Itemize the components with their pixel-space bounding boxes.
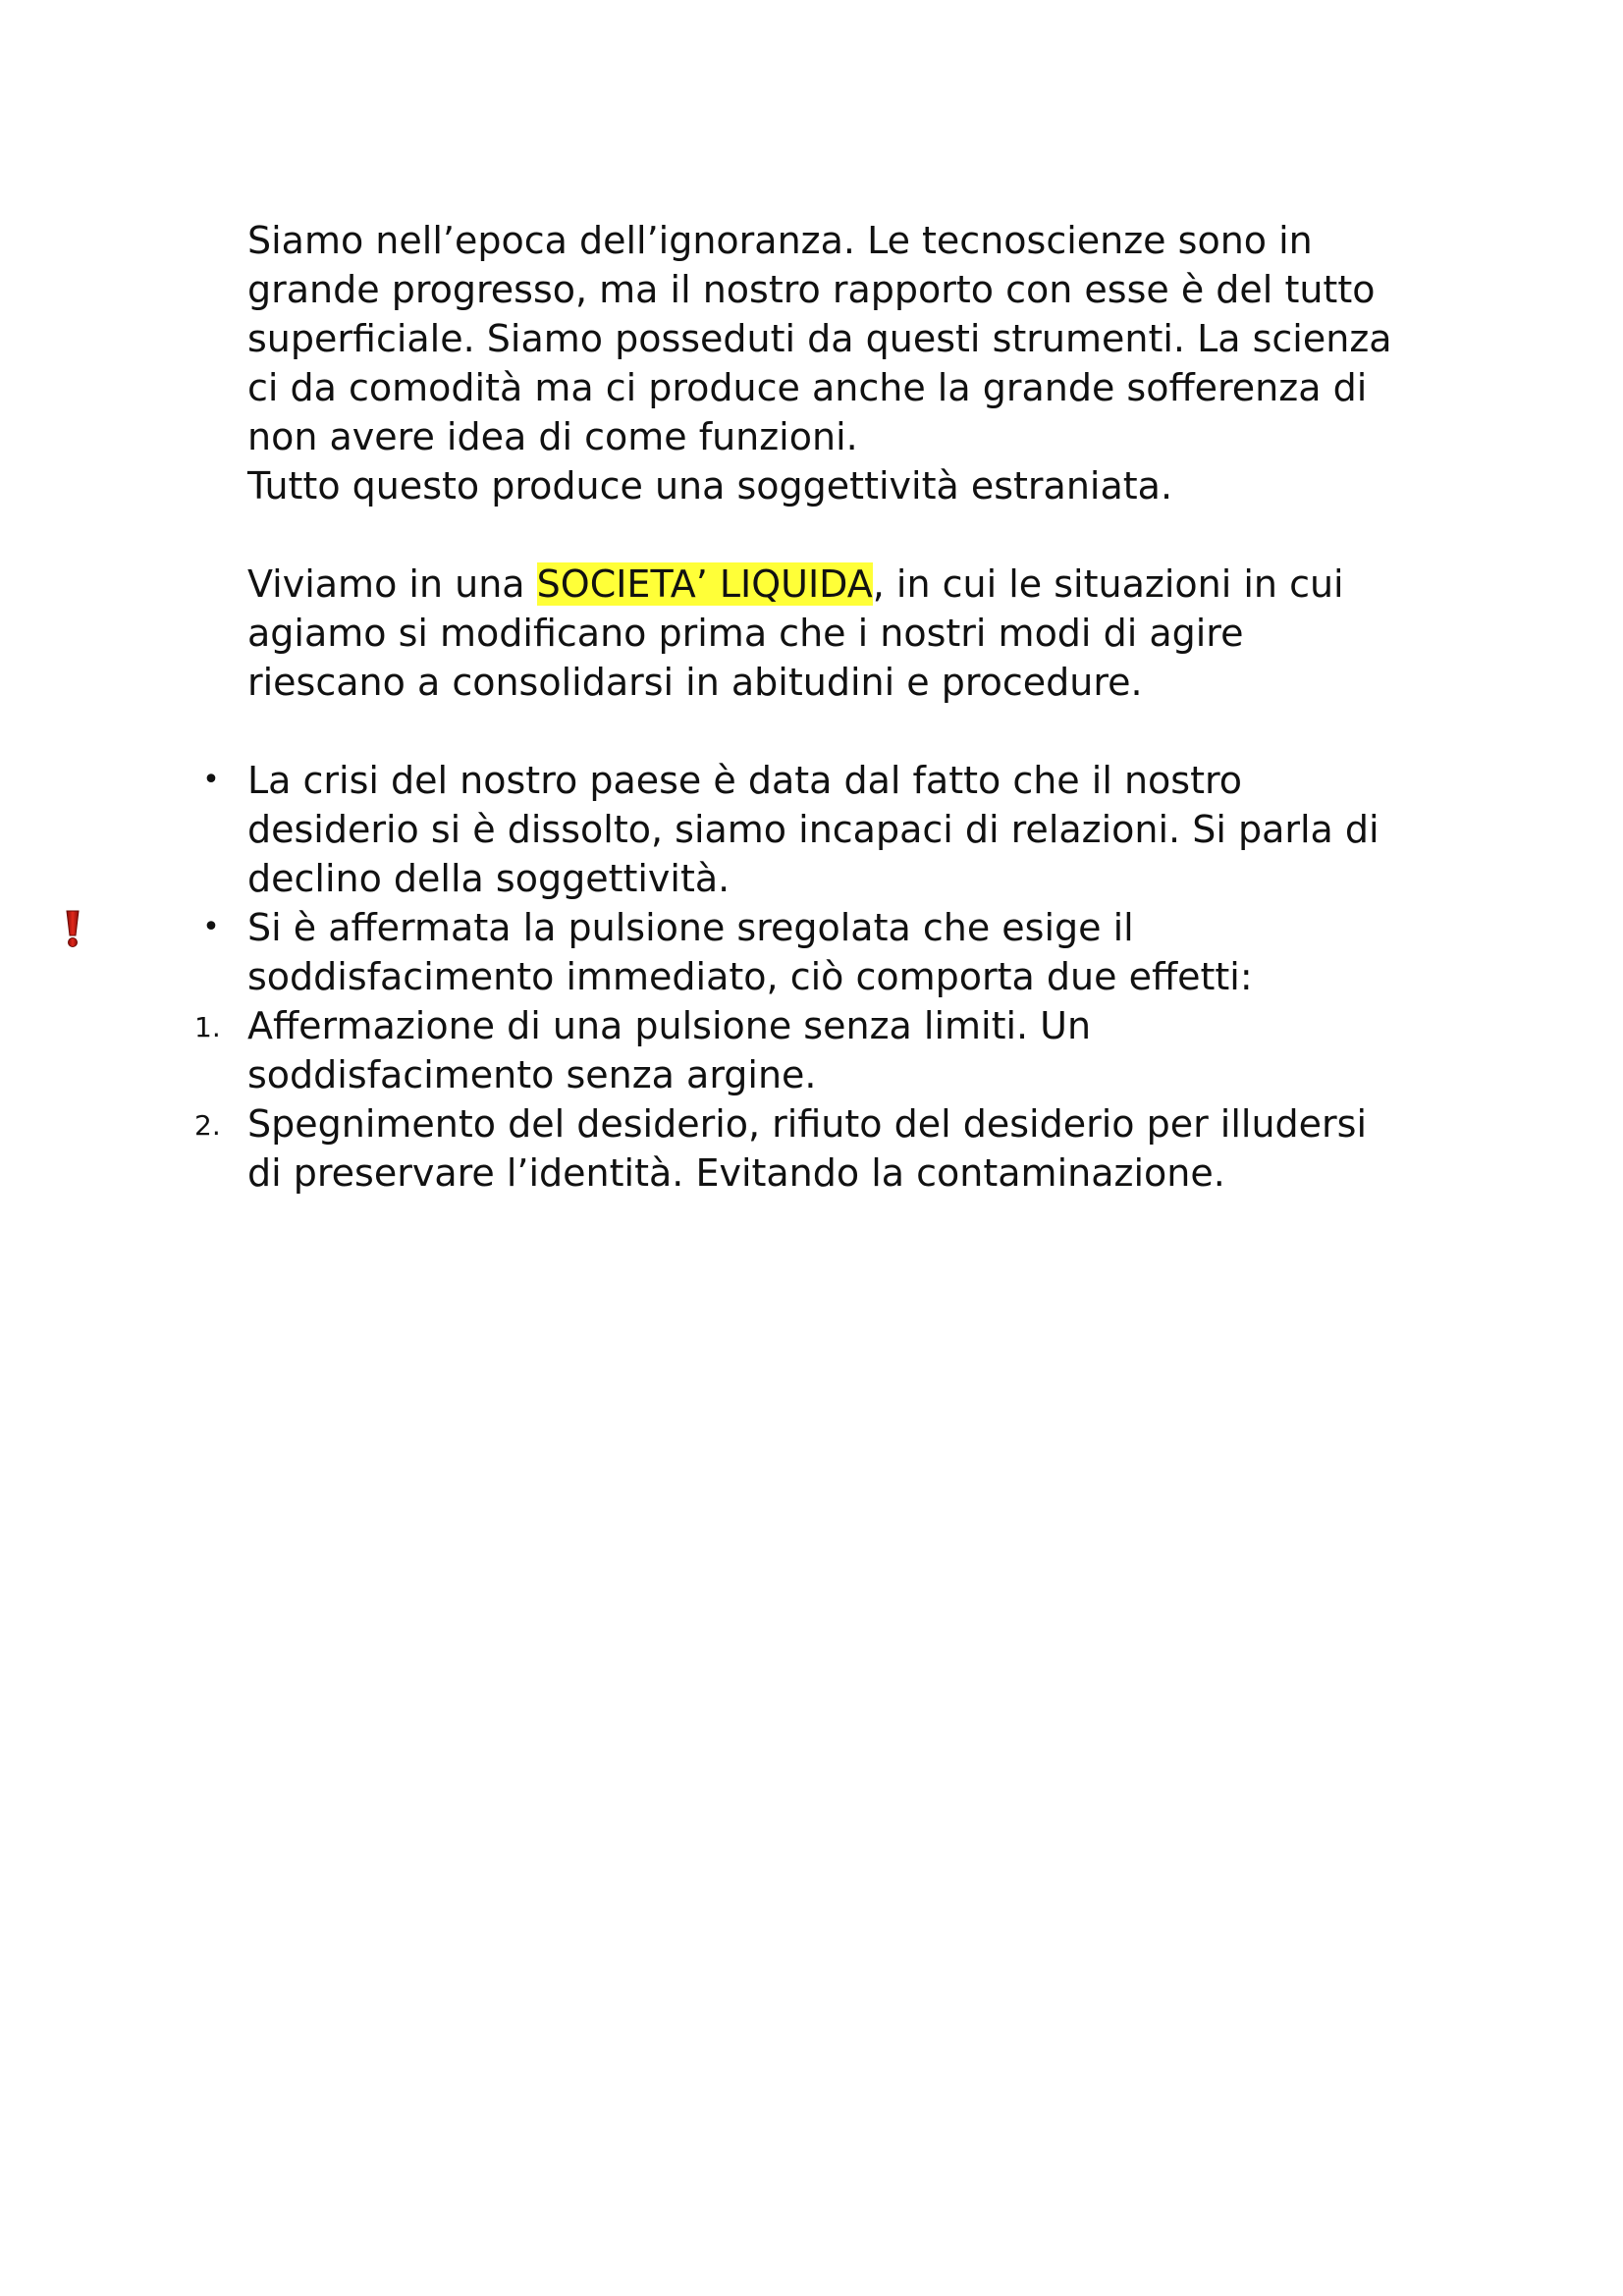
text-line: non avere idea di come funzioni. [247, 415, 858, 458]
text-line: Affermazione di una pulsione senza limiti. Un [247, 1004, 1092, 1047]
text-line: agiamo si modificano prima che i nostri modi di agire [247, 612, 1244, 655]
text-line: superficiale. Siamo posseduti da questi strumenti. La scienza [247, 317, 1392, 360]
paragraph-spacer [247, 707, 1445, 756]
bullet-item [202, 903, 1445, 1001]
text-line: La crisi del nostro paese è data dal fatto che il nostro [247, 759, 1243, 802]
text-line: di preservare l’identità. Evitando la contaminazione. [247, 1151, 1225, 1195]
text-line: riescano a consolidarsi in abitudini e procedure. [247, 661, 1143, 704]
text-line: declino della soggettività. [247, 857, 730, 900]
exclamation-icon[interactable] [63, 909, 82, 948]
text-fragment: Viviamo in una [247, 562, 537, 606]
text-line: desiderio si è dissolto, siamo incapaci di relazioni. Si parla di [247, 808, 1380, 851]
paragraph-spacer [247, 510, 1445, 560]
text-line: soddisfacimento immediato, ciò comporta due effetti: [247, 955, 1253, 998]
number-marker: 2. [194, 1109, 221, 1142]
bullet-item [202, 756, 1445, 903]
society-paragraph [247, 560, 1445, 707]
numbered-item [194, 1001, 1445, 1099]
text-line: grande progresso, ma il nostro rapporto con esse è del tutto [247, 268, 1376, 311]
highlighted-term: SOCIETA’ LIQUIDA [536, 562, 873, 606]
bullet-marker: • [202, 763, 220, 797]
text-line: soddisfacimento senza argine. [247, 1053, 817, 1096]
text-line: Si è affermata la pulsione sregolata che esige il [247, 906, 1134, 949]
text-line: ci da comodità ma ci produce anche la grande sofferenza di [247, 366, 1368, 409]
intro-paragraph [247, 216, 1445, 510]
document-body [194, 216, 1445, 1198]
bullet-marker: • [202, 910, 220, 944]
number-marker: 1. [194, 1011, 221, 1043]
text-fragment: , in cui le situazioni in cui [872, 562, 1344, 606]
text-line: Siamo nell’epoca dell’ignoranza. Le tecnoscienze sono in [247, 219, 1313, 262]
numbered-item [194, 1099, 1445, 1198]
text-line: Spegnimento del desiderio, rifiuto del desiderio per illudersi [247, 1102, 1368, 1146]
text-line: Tutto questo produce una soggettività estraniata. [247, 464, 1173, 507]
